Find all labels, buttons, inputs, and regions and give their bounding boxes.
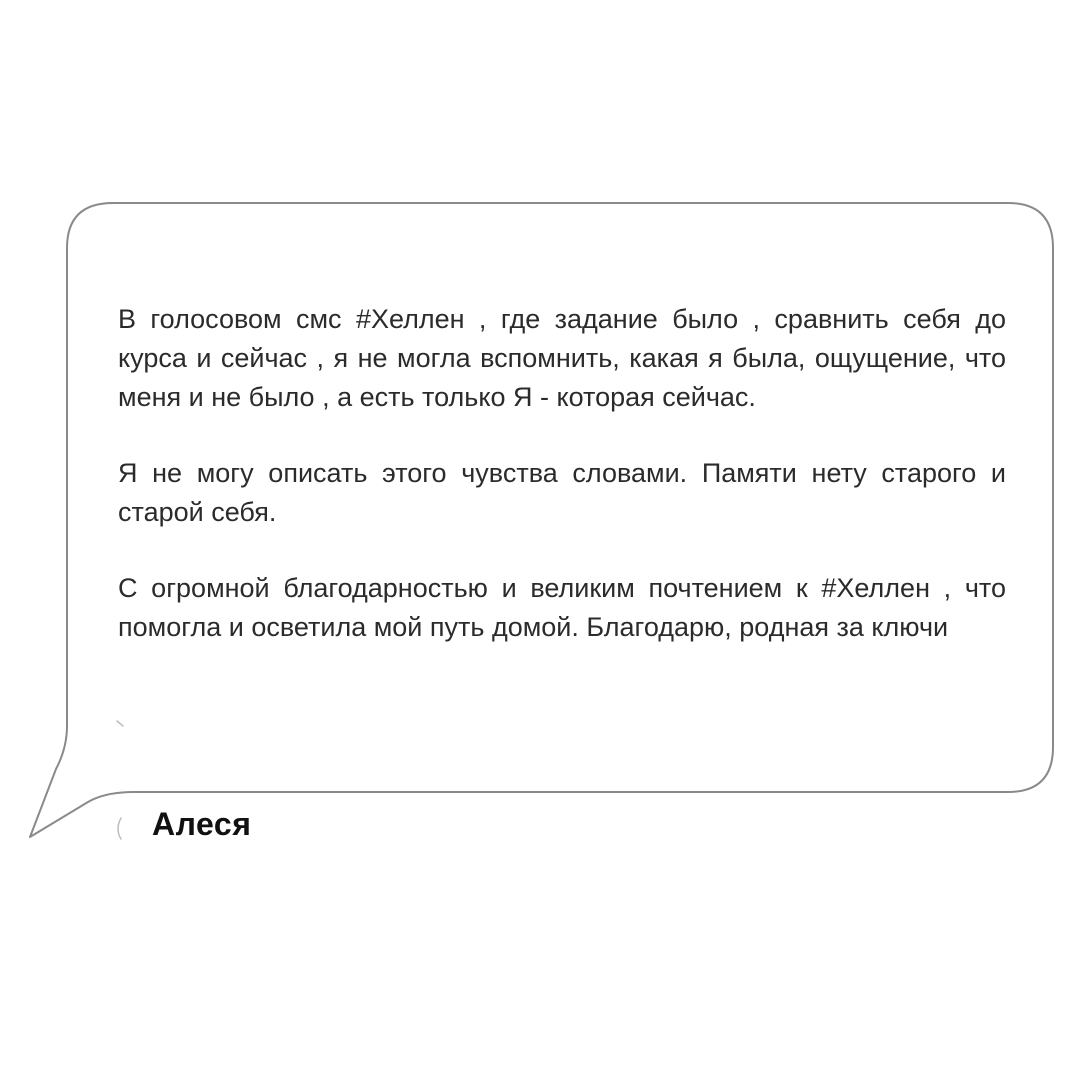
author-name: Алеся: [152, 806, 252, 842]
artifact-arc-mark: [118, 818, 121, 839]
testimonial-paragraph-2: Я не могу описать этого чувства словами. Памяти нету старого и старой себя.: [118, 458, 1006, 527]
testimonial-body: [118, 300, 1006, 647]
testimonial-paragraph-3: С огромной благодарностью и великим почтением к #Хеллен , что помогла и осветила мой путь домой. Благодарю, родная за ключи: [118, 573, 1006, 642]
testimonial-paragraph-1: В голосовом смс #Хеллен , где задание было , сравнить себя до курса и сейчас , я не могла вспомнить, какая я была, ощущение, что меня и не было , а есть только Я - которая сейчас.: [118, 304, 1006, 412]
